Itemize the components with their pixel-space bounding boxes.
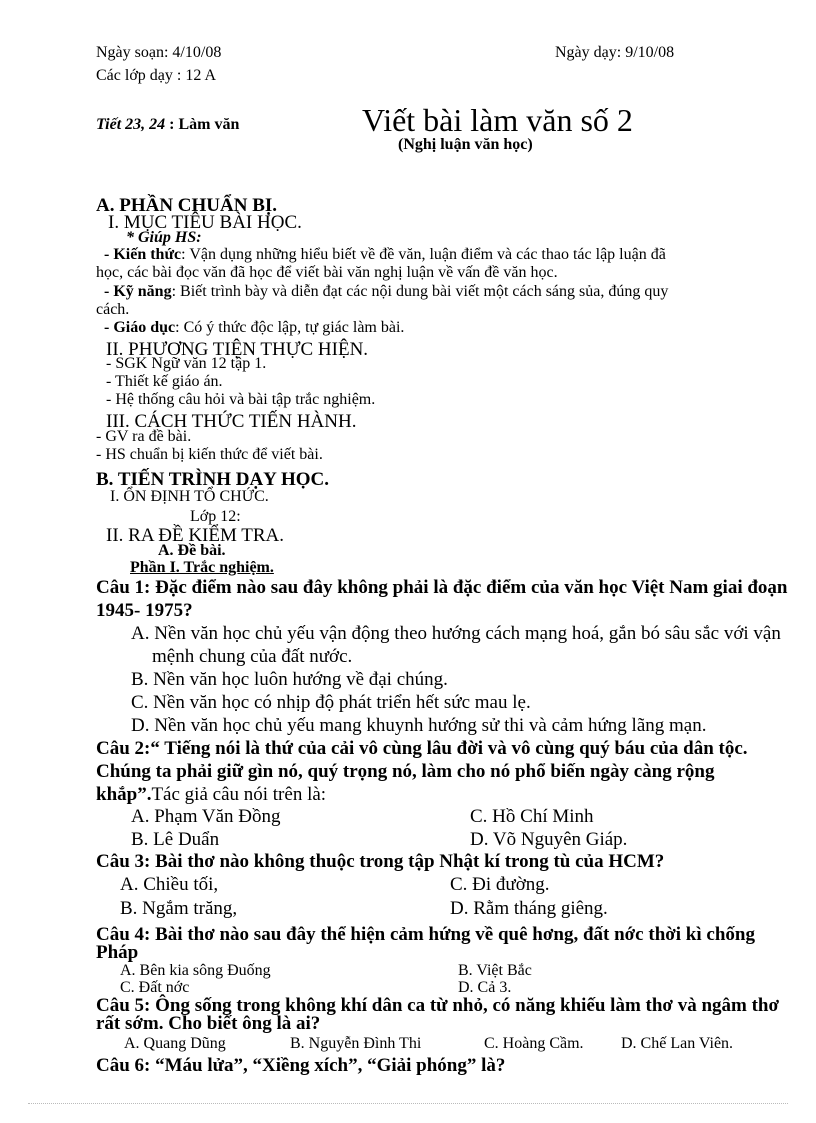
q4-option-c: C. Đất nớc [120,979,190,996]
skill-text: : Biết trình bày và diễn đạt các nội dung bài viết một cách sáng sủa, đúng quy [171,283,669,300]
q4-option-b: B. Việt Bắc [458,962,532,979]
class-list: Các lớp dạy : 12 A [96,67,216,84]
q4-option-a: A. Bên kia sông Đuống [120,962,271,979]
class-line: Lớp 12: [190,508,241,525]
edu-text: : Có ý thức độc lập, tự giác làm bài. [175,319,405,336]
q4-option-d: D. Cả 3. [458,979,512,996]
period-subject: : Làm văn [169,116,240,133]
q2-option-d: D. Võ Nguyên Giáp. [470,829,628,850]
page-bottom-rule [28,1103,788,1104]
prep-date: Ngày soạn: 4/10/08 [96,44,222,61]
section-a-heading: A. PHẦN CHUẨN BỊ. [96,195,278,216]
test-heading: II. RA ĐỀ KIỂM TRA. [106,525,285,546]
q5-stem-1: Câu 5: Ông sống trong không khí dân ca từ nhỏ, có năng khiếu làm thơ và ngâm thơ [96,995,780,1016]
page-subtitle: (Nghị luận văn học) [398,136,533,153]
q3-option-b: B. Ngắm trăng, [120,898,238,919]
edu-label: - Giáo dục [104,319,176,336]
teach-date: Ngày dạy: 9/10/08 [555,44,675,61]
org-heading: I. ỔN ĐỊNH TỔ CHỨC. [110,488,269,505]
q1-option-a-cont: mệnh chung của đất nước. [152,646,353,667]
knowledge-line [104,246,666,264]
q1-stem-1: Câu 1: Đặc điểm nào sau đây không phải là đặc điểm của văn học Việt Nam giai đoạn [96,577,788,598]
q2-stem-3-rest: Tác giả câu nói trên là: [151,784,327,805]
means-item-3: - Hệ thống câu hỏi và bài tập trắc nghiệm. [106,391,376,408]
edu-line [104,319,404,337]
q1-option-d: D. Nền văn học chủ yếu mang khuynh hướng sử thi và cảm hứng lãng mạn. [131,715,707,736]
knowledge-text-cont: học, các bài đọc văn đã học để viết bài văn nghị luận về vấn đề văn học. [96,264,558,281]
skill-text-cont: cách. [96,301,130,318]
q4-stem-2: Pháp [96,942,139,963]
means-heading: II. PHƯƠNG TIỆN THỰC HIỆN. [106,339,369,360]
period-label: Tiết 23, 24 [96,116,166,133]
knowledge-label: - Kiến thức [104,246,182,263]
means-item-2: - Thiết kế giáo án. [106,373,223,390]
q2-option-b: B. Lê Duẩn [131,829,220,850]
q3-option-d: D. Rằm tháng giêng. [450,898,608,919]
q4-stem-1: Câu 4: Bài thơ nào sau đây thể hiện cảm hứng về quê hơng, đất nớc thời kì chống [96,924,755,945]
knowledge-text: : Vận dụng những hiểu biết về đề văn, luận điểm và các thao tác lập luận đã [181,246,666,263]
method-item-2: - HS chuẩn bị kiến thức để viết bài. [96,446,323,463]
q2-stem-2: Chúng ta phải giữ gìn nó, quý trọng nó, làm cho nó phổ biến ngày càng rộng [96,761,715,782]
q1-stem-2: 1945- 1975? [96,600,193,621]
q5-option-a: A. Quang Dũng [124,1035,226,1052]
q5-option-b: B. Nguyễn Đình Thi [290,1035,422,1052]
period-line [96,116,239,134]
q2-option-c: C. Hồ Chí Minh [470,806,594,827]
help-label: * Giúp HS: [126,229,202,246]
q6-stem: Câu 6: “Máu lửa”, “Xiềng xích”, “Giải phóng” là? [96,1055,506,1076]
q1-option-c: C. Nền văn học có nhịp độ phát triển hết sức mau lẹ. [131,692,531,713]
goals-heading: I. MỤC TIÊU BÀI HỌC. [108,212,302,233]
q5-stem-2: rất sớm. Cho biết ông là ai? [96,1013,321,1034]
q3-stem: Câu 3: Bài thơ nào không thuộc trong tập Nhật kí trong tù của HCM? [96,851,665,872]
part1-heading: Phần I. Trắc nghiệm. [130,559,274,576]
q5-option-c: C. Hoàng Cầm. [484,1035,584,1052]
means-item-1: - SGK Ngữ văn 12 tập 1. [106,355,267,372]
q2-stem-3-bold: khắp”. [96,784,152,805]
method-heading: III. CÁCH THỨC TIẾN HÀNH. [106,411,357,432]
method-item-1: - GV ra đề bài. [96,428,192,445]
q1-option-b: B. Nền văn học luôn hướng về đại chúng. [131,669,448,690]
q5-option-d: D. Chế Lan Viên. [621,1035,734,1052]
q2-option-a: A. Phạm Văn Đồng [131,806,281,827]
q3-option-c: C. Đi đường. [450,874,550,895]
skill-label: - Kỹ năng [104,283,172,300]
q3-option-a: A. Chiều tối, [120,874,219,895]
page-title: Viết bài làm văn số 2 [362,102,633,138]
section-b-heading: B. TIẾN TRÌNH DẠY HỌC. [96,469,329,490]
skill-line [104,283,668,301]
q1-option-a: A. Nền văn học chủ yếu vận động theo hướng cách mạng hoá, gắn bó sâu sắc với vận [131,623,781,644]
exam-heading: A. Đề bài. [158,542,226,559]
q2-stem-1: Câu 2:“ Tiếng nói là thứ của cải vô cùng lâu đời và vô cùng quý báu của dân tộc. [96,738,748,759]
q2-stem-3 [96,786,326,804]
